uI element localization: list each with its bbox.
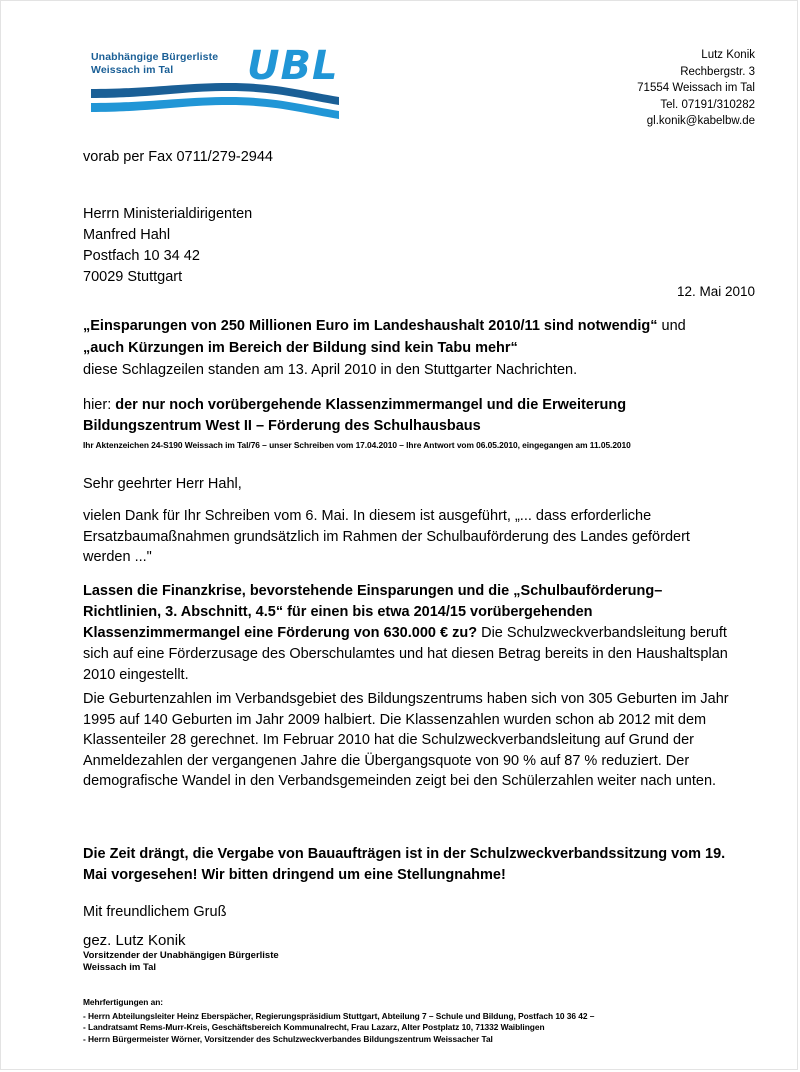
letter-date: 12. Mai 2010 — [676, 284, 755, 299]
logo-acronym: UBL — [247, 43, 339, 89]
salutation: Sehr geehrter Herr Hahl, — [83, 476, 242, 492]
recipient-address — [83, 204, 729, 288]
headline-quotes — [83, 315, 729, 381]
sender-name: Lutz Konik — [701, 49, 755, 61]
signature-role-line2: Weissach im Tal — [83, 962, 157, 973]
sender-email: gl.konik@kabelbw.de — [646, 115, 755, 127]
fax-note: vorab per Fax 0711/279-2944 — [83, 149, 273, 165]
body-paragraph-4: Die Zeit drängt, die Vergabe von Bauaufträgen ist in der Schulzweckverbandssitzung vom 19. Mai vorgesehen! Wir bitten dringend um eine Stellungnahme! — [83, 846, 726, 883]
recipient-line2: Manfred Hahl — [83, 227, 171, 243]
subject-reference: Ihr Aktenzeichen 24-S190 Weissach im Tal/76 – unser Schreiben vom 17.04.2010 – Ihre Antwort vom 06.05.2010, eingegangen am 11.05.2010 — [83, 440, 631, 450]
letter-sheet — [1, 1, 797, 1069]
body-paragraph-2-bold: Lassen die Finanzkrise, bevorstehende Einsparungen und die „Schulbauförderung–Richtlinien, 3. Abschnitt, 4.5“ für einen bis etwa 2014/15 vorübergehenden Klassenzimmermangel eine Förderung von 630.000 € zu? — [83, 583, 663, 641]
cc-distribution-list — [83, 997, 729, 1045]
sender-street: Rechbergstr. 3 — [680, 65, 755, 78]
signature-name: gez. Lutz Konik — [83, 932, 186, 949]
cc-item: - Landratsamt Rems-Murr-Kreis, Geschäftsbereich Kommunalrecht, Frau Lazarz, Alter Postplatz 10, 71332 Waiblingen — [83, 1022, 545, 1033]
cc-item: - Herrn Bürgermeister Wörner, Vorsitzender des Schulzweckverbandes Bildungszentrum Weissacher Tal — [83, 1033, 493, 1044]
sender-city: 71554 Weissach im Tal — [637, 82, 755, 94]
body-paragraph-2-rest: Die Schulzweckverbandsleitung beruft sich auf eine Förderzusage des Oberschulamtes und hat diesen Betrag bereits in den Haushaltsplan 2010 eingestellt. — [83, 625, 728, 683]
signature-block — [83, 931, 729, 974]
subject-separator: : — [107, 397, 116, 413]
recipient-line4: 70029 Stuttgart — [83, 269, 183, 285]
logo-org-line2: Weissach im Tal — [91, 64, 174, 76]
sender-address — [637, 47, 755, 130]
logo-wave-graphic — [89, 81, 341, 123]
headline-quote-2: „auch Kürzungen im Bereich der Bildung sind kein Tabu mehr“ — [83, 340, 518, 356]
subject-text: der nur noch vorübergehende Klassenzimmermangel und die Erweiterung Bildungszentrum West II – Förderung des Schulhausbaus — [83, 397, 627, 434]
subject-block — [83, 395, 729, 451]
signature-role-line1: Vorsitzender der Unabhängigen Bürgerliste — [83, 950, 279, 961]
recipient-line1: Herrn Ministerialdirigenten — [83, 206, 253, 222]
headline-quote-1: „Einsparungen von 250 Millionen Euro im Landeshaushalt 2010/11 sind notwendig“ — [83, 318, 658, 334]
headline-connector: und — [657, 318, 686, 334]
closing-greeting: Mit freundlichem Gruß — [83, 904, 227, 920]
wave-light-shape — [91, 97, 339, 119]
subject-label: hier — [83, 397, 108, 413]
letterhead — [79, 45, 755, 155]
body-paragraph-2 — [83, 581, 729, 686]
body-paragraph-1: vielen Dank für Ihr Schreiben vom 6. Mai. In diesem ist ausgeführt, „... dass erforderliche Ersatzbaumaßnahmen grundsätzlich im Rahmen der Schulbauförderung des Landes gefördert werden ..." — [83, 508, 690, 565]
body-paragraph-3: Die Geburtenzahlen im Verbandsgebiet des Bildungszentrums haben sich von 305 Geburten im Jahr 1995 auf 140 Geburten im Jahr 2009 halbiert. Die Klassenzahlen wurden schon ab 2012 mit dem Klassenteiler 28 gerechnet. Im Februar 2010 hat die Schulzweckverbandsleitung auf Grund der Anmeldezahlen der vergangenen Jahre die Übergangsquote von 90 % auf 87 % reduziert. Der demografische Wandel in den Verbandsgemeinden zeigt bei den Schülerzahlen weiter nach unten. — [83, 691, 729, 789]
cc-item: - Herrn Abteilungsleiter Heinz Eberspächer, Regierungspräsidium Stuttgart, Abteilung 7 – Schule und Bildung, Postfach 10 36 42 – — [83, 1010, 595, 1021]
cc-title: Mehrfertigungen an: — [83, 997, 164, 1007]
sender-phone: Tel. 07191/310282 — [660, 98, 755, 111]
ubl-logo — [79, 45, 341, 123]
logo-org-line1: Unabhängige Bürgerliste — [91, 51, 219, 63]
recipient-line3: Postfach 10 34 42 — [83, 248, 200, 264]
headline-source: diese Schlagzeilen standen am 13. April 2010 in den Stuttgarter Nachrichten. — [83, 362, 578, 378]
logo-org-name — [91, 51, 218, 77]
